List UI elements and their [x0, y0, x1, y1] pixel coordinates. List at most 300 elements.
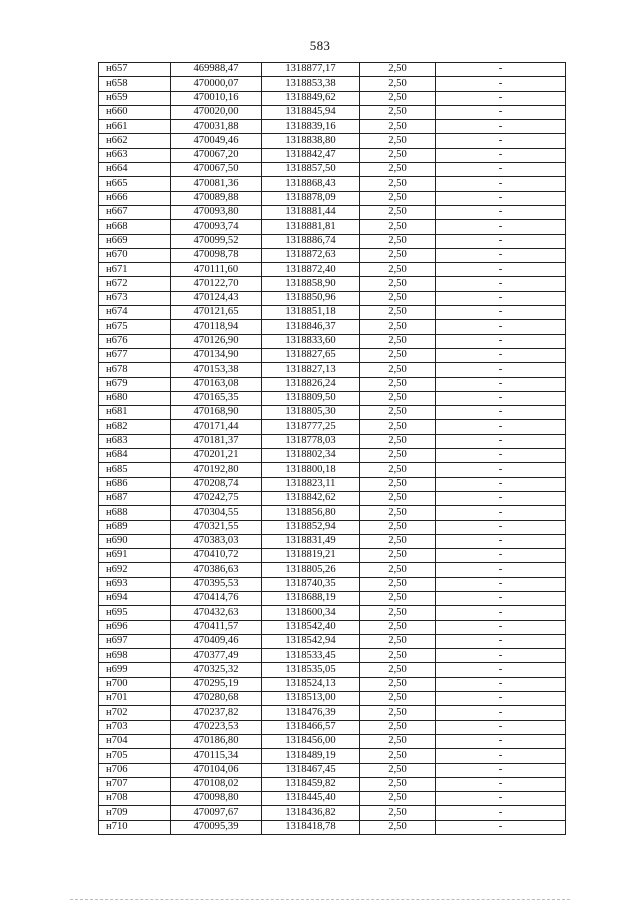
error-cell: 2,50 [360, 534, 436, 548]
point-id-cell: н710 [99, 820, 171, 834]
x-coordinate-cell: 470067,50 [171, 163, 262, 177]
point-id-cell: н673 [99, 291, 171, 305]
x-coordinate-cell: 470409,46 [171, 634, 262, 648]
y-coordinate-cell: 1318802,34 [262, 449, 360, 463]
error-cell: 2,50 [360, 205, 436, 219]
error-cell: 2,50 [360, 692, 436, 706]
point-id-cell: н658 [99, 77, 171, 91]
y-coordinate-cell: 1318849,62 [262, 91, 360, 105]
table-row [99, 120, 566, 134]
note-cell: - [436, 248, 566, 262]
note-cell: - [436, 449, 566, 463]
note-cell: - [436, 377, 566, 391]
note-cell: - [436, 692, 566, 706]
x-coordinate-cell: 470171,44 [171, 420, 262, 434]
point-id-cell: н668 [99, 220, 171, 234]
table-row [99, 105, 566, 119]
point-id-cell: н683 [99, 434, 171, 448]
x-coordinate-cell: 470325,32 [171, 663, 262, 677]
point-id-cell: н678 [99, 363, 171, 377]
x-coordinate-cell: 470386,63 [171, 563, 262, 577]
x-coordinate-cell: 470432,63 [171, 606, 262, 620]
y-coordinate-cell: 1318877,17 [262, 63, 360, 77]
point-id-cell: н675 [99, 320, 171, 334]
note-cell: - [436, 477, 566, 491]
footer-divider [70, 899, 570, 900]
note-cell: - [436, 534, 566, 548]
x-coordinate-cell: 470237,82 [171, 706, 262, 720]
point-id-cell: н708 [99, 792, 171, 806]
table-row [99, 420, 566, 434]
error-cell: 2,50 [360, 163, 436, 177]
table-row [99, 534, 566, 548]
x-coordinate-cell: 470165,35 [171, 391, 262, 405]
table-row [99, 591, 566, 605]
table-row [99, 663, 566, 677]
table-row [99, 520, 566, 534]
y-coordinate-cell: 1318533,45 [262, 649, 360, 663]
table-row [99, 549, 566, 563]
table-row [99, 391, 566, 405]
x-coordinate-cell: 470201,21 [171, 449, 262, 463]
x-coordinate-cell: 470410,72 [171, 549, 262, 563]
table-row [99, 234, 566, 248]
table-row [99, 191, 566, 205]
point-id-cell: н700 [99, 677, 171, 691]
point-id-cell: н674 [99, 306, 171, 320]
error-cell: 2,50 [360, 806, 436, 820]
x-coordinate-cell: 470097,67 [171, 806, 262, 820]
x-coordinate-cell: 470411,57 [171, 620, 262, 634]
y-coordinate-cell: 1318846,37 [262, 320, 360, 334]
error-cell: 2,50 [360, 520, 436, 534]
table-row [99, 820, 566, 834]
x-coordinate-cell: 470186,80 [171, 734, 262, 748]
error-cell: 2,50 [360, 706, 436, 720]
error-cell: 2,50 [360, 77, 436, 91]
table-row [99, 491, 566, 505]
x-coordinate-cell: 470104,06 [171, 763, 262, 777]
error-cell: 2,50 [360, 763, 436, 777]
y-coordinate-cell: 1318445,40 [262, 792, 360, 806]
x-coordinate-cell: 470223,53 [171, 720, 262, 734]
point-id-cell: н686 [99, 477, 171, 491]
y-coordinate-cell: 1318542,94 [262, 634, 360, 648]
y-coordinate-cell: 1318476,39 [262, 706, 360, 720]
x-coordinate-cell: 470126,90 [171, 334, 262, 348]
table-row [99, 806, 566, 820]
table-row [99, 777, 566, 791]
point-id-cell: н677 [99, 348, 171, 362]
table-row [99, 677, 566, 691]
table-body [99, 63, 566, 835]
error-cell: 2,50 [360, 634, 436, 648]
note-cell: - [436, 563, 566, 577]
note-cell: - [436, 720, 566, 734]
table-row [99, 220, 566, 234]
note-cell: - [436, 234, 566, 248]
error-cell: 2,50 [360, 406, 436, 420]
point-id-cell: н666 [99, 191, 171, 205]
y-coordinate-cell: 1318881,81 [262, 220, 360, 234]
note-cell: - [436, 263, 566, 277]
table-row [99, 763, 566, 777]
note-cell: - [436, 434, 566, 448]
point-id-cell: н681 [99, 406, 171, 420]
point-id-cell: н690 [99, 534, 171, 548]
point-id-cell: н698 [99, 649, 171, 663]
coordinates-table [98, 62, 566, 835]
table-row [99, 134, 566, 148]
point-id-cell: н693 [99, 577, 171, 591]
point-id-cell: н672 [99, 277, 171, 291]
table-row [99, 248, 566, 262]
x-coordinate-cell: 469988,47 [171, 63, 262, 77]
table-row [99, 334, 566, 348]
table-row [99, 406, 566, 420]
x-coordinate-cell: 470377,49 [171, 649, 262, 663]
error-cell: 2,50 [360, 220, 436, 234]
y-coordinate-cell: 1318857,50 [262, 163, 360, 177]
point-id-cell: н670 [99, 248, 171, 262]
y-coordinate-cell: 1318600,34 [262, 606, 360, 620]
table-row [99, 649, 566, 663]
table-row [99, 320, 566, 334]
point-id-cell: н671 [99, 263, 171, 277]
error-cell: 2,50 [360, 248, 436, 262]
y-coordinate-cell: 1318842,47 [262, 148, 360, 162]
error-cell: 2,50 [360, 320, 436, 334]
y-coordinate-cell: 1318851,18 [262, 306, 360, 320]
point-id-cell: н697 [99, 634, 171, 648]
point-id-cell: н687 [99, 491, 171, 505]
error-cell: 2,50 [360, 334, 436, 348]
error-cell: 2,50 [360, 348, 436, 362]
y-coordinate-cell: 1318456,00 [262, 734, 360, 748]
y-coordinate-cell: 1318809,50 [262, 391, 360, 405]
point-id-cell: н704 [99, 734, 171, 748]
y-coordinate-cell: 1318833,60 [262, 334, 360, 348]
x-coordinate-cell: 470067,20 [171, 148, 262, 162]
note-cell: - [436, 463, 566, 477]
x-coordinate-cell: 470383,03 [171, 534, 262, 548]
table-row [99, 734, 566, 748]
table-row [99, 477, 566, 491]
note-cell: - [436, 777, 566, 791]
x-coordinate-cell: 470122,70 [171, 277, 262, 291]
y-coordinate-cell: 1318878,09 [262, 191, 360, 205]
y-coordinate-cell: 1318845,94 [262, 105, 360, 119]
note-cell: - [436, 277, 566, 291]
y-coordinate-cell: 1318852,94 [262, 520, 360, 534]
table-row [99, 563, 566, 577]
point-id-cell: н694 [99, 591, 171, 605]
y-coordinate-cell: 1318535,05 [262, 663, 360, 677]
error-cell: 2,50 [360, 263, 436, 277]
y-coordinate-cell: 1318872,40 [262, 263, 360, 277]
table-row [99, 792, 566, 806]
x-coordinate-cell: 470095,39 [171, 820, 262, 834]
error-cell: 2,50 [360, 363, 436, 377]
x-coordinate-cell: 470124,43 [171, 291, 262, 305]
y-coordinate-cell: 1318542,40 [262, 620, 360, 634]
error-cell: 2,50 [360, 105, 436, 119]
y-coordinate-cell: 1318886,74 [262, 234, 360, 248]
error-cell: 2,50 [360, 506, 436, 520]
point-id-cell: н691 [99, 549, 171, 563]
point-id-cell: н706 [99, 763, 171, 777]
y-coordinate-cell: 1318853,38 [262, 77, 360, 91]
point-id-cell: н676 [99, 334, 171, 348]
point-id-cell: н661 [99, 120, 171, 134]
y-coordinate-cell: 1318827,13 [262, 363, 360, 377]
point-id-cell: н696 [99, 620, 171, 634]
note-cell: - [436, 734, 566, 748]
y-coordinate-cell: 1318842,62 [262, 491, 360, 505]
point-id-cell: н685 [99, 463, 171, 477]
point-id-cell: н705 [99, 749, 171, 763]
y-coordinate-cell: 1318858,90 [262, 277, 360, 291]
y-coordinate-cell: 1318856,80 [262, 506, 360, 520]
x-coordinate-cell: 470208,74 [171, 477, 262, 491]
table-row [99, 348, 566, 362]
point-id-cell: н660 [99, 105, 171, 119]
error-cell: 2,50 [360, 177, 436, 191]
table-row [99, 449, 566, 463]
table-row [99, 434, 566, 448]
x-coordinate-cell: 470081,36 [171, 177, 262, 191]
x-coordinate-cell: 470181,37 [171, 434, 262, 448]
y-coordinate-cell: 1318831,49 [262, 534, 360, 548]
table-row [99, 634, 566, 648]
point-id-cell: н680 [99, 391, 171, 405]
point-id-cell: н699 [99, 663, 171, 677]
note-cell: - [436, 120, 566, 134]
x-coordinate-cell: 470280,68 [171, 692, 262, 706]
note-cell: - [436, 306, 566, 320]
x-coordinate-cell: 470242,75 [171, 491, 262, 505]
y-coordinate-cell: 1318436,82 [262, 806, 360, 820]
y-coordinate-cell: 1318839,16 [262, 120, 360, 134]
error-cell: 2,50 [360, 120, 436, 134]
y-coordinate-cell: 1318466,57 [262, 720, 360, 734]
point-id-cell: н709 [99, 806, 171, 820]
y-coordinate-cell: 1318881,44 [262, 205, 360, 219]
table-row [99, 291, 566, 305]
note-cell: - [436, 320, 566, 334]
x-coordinate-cell: 470321,55 [171, 520, 262, 534]
note-cell: - [436, 420, 566, 434]
note-cell: - [436, 506, 566, 520]
table-row [99, 263, 566, 277]
y-coordinate-cell: 1318838,80 [262, 134, 360, 148]
note-cell: - [436, 749, 566, 763]
note-cell: - [436, 134, 566, 148]
x-coordinate-cell: 470093,80 [171, 205, 262, 219]
error-cell: 2,50 [360, 377, 436, 391]
point-id-cell: н682 [99, 420, 171, 434]
point-id-cell: н665 [99, 177, 171, 191]
point-id-cell: н692 [99, 563, 171, 577]
y-coordinate-cell: 1318826,24 [262, 377, 360, 391]
error-cell: 2,50 [360, 649, 436, 663]
point-id-cell: н664 [99, 163, 171, 177]
y-coordinate-cell: 1318819,21 [262, 549, 360, 563]
error-cell: 2,50 [360, 792, 436, 806]
x-coordinate-cell: 470111,60 [171, 263, 262, 277]
x-coordinate-cell: 470020,00 [171, 105, 262, 119]
error-cell: 2,50 [360, 463, 436, 477]
note-cell: - [436, 634, 566, 648]
x-coordinate-cell: 470089,88 [171, 191, 262, 205]
error-cell: 2,50 [360, 749, 436, 763]
y-coordinate-cell: 1318459,82 [262, 777, 360, 791]
y-coordinate-cell: 1318777,25 [262, 420, 360, 434]
x-coordinate-cell: 470153,38 [171, 363, 262, 377]
note-cell: - [436, 334, 566, 348]
note-cell: - [436, 77, 566, 91]
table-row [99, 692, 566, 706]
x-coordinate-cell: 470108,02 [171, 777, 262, 791]
note-cell: - [436, 406, 566, 420]
error-cell: 2,50 [360, 306, 436, 320]
point-id-cell: н667 [99, 205, 171, 219]
x-coordinate-cell: 470093,74 [171, 220, 262, 234]
note-cell: - [436, 363, 566, 377]
x-coordinate-cell: 470295,19 [171, 677, 262, 691]
note-cell: - [436, 606, 566, 620]
note-cell: - [436, 163, 566, 177]
error-cell: 2,50 [360, 591, 436, 605]
x-coordinate-cell: 470414,76 [171, 591, 262, 605]
note-cell: - [436, 63, 566, 77]
note-cell: - [436, 549, 566, 563]
y-coordinate-cell: 1318524,13 [262, 677, 360, 691]
table-row [99, 577, 566, 591]
x-coordinate-cell: 470049,46 [171, 134, 262, 148]
table-row [99, 306, 566, 320]
table-row [99, 91, 566, 105]
page-number: 583 [309, 38, 331, 53]
note-cell: - [436, 220, 566, 234]
error-cell: 2,50 [360, 677, 436, 691]
y-coordinate-cell: 1318467,45 [262, 763, 360, 777]
point-id-cell: н688 [99, 506, 171, 520]
y-coordinate-cell: 1318805,26 [262, 563, 360, 577]
error-cell: 2,50 [360, 606, 436, 620]
point-id-cell: н669 [99, 234, 171, 248]
x-coordinate-cell: 470000,07 [171, 77, 262, 91]
error-cell: 2,50 [360, 91, 436, 105]
table-row [99, 163, 566, 177]
table-row [99, 749, 566, 763]
error-cell: 2,50 [360, 434, 436, 448]
note-cell: - [436, 148, 566, 162]
note-cell: - [436, 177, 566, 191]
error-cell: 2,50 [360, 820, 436, 834]
error-cell: 2,50 [360, 134, 436, 148]
point-id-cell: н663 [99, 148, 171, 162]
x-coordinate-cell: 470134,90 [171, 348, 262, 362]
table-row [99, 463, 566, 477]
error-cell: 2,50 [360, 549, 436, 563]
error-cell: 2,50 [360, 234, 436, 248]
y-coordinate-cell: 1318872,63 [262, 248, 360, 262]
y-coordinate-cell: 1318823,11 [262, 477, 360, 491]
error-cell: 2,50 [360, 449, 436, 463]
y-coordinate-cell: 1318688,19 [262, 591, 360, 605]
y-coordinate-cell: 1318778,03 [262, 434, 360, 448]
y-coordinate-cell: 1318418,78 [262, 820, 360, 834]
error-cell: 2,50 [360, 277, 436, 291]
x-coordinate-cell: 470098,80 [171, 792, 262, 806]
note-cell: - [436, 520, 566, 534]
table-row [99, 205, 566, 219]
error-cell: 2,50 [360, 563, 436, 577]
table-row [99, 706, 566, 720]
note-cell: - [436, 491, 566, 505]
x-coordinate-cell: 470163,08 [171, 377, 262, 391]
x-coordinate-cell: 470304,55 [171, 506, 262, 520]
table-row [99, 363, 566, 377]
x-coordinate-cell: 470121,65 [171, 306, 262, 320]
error-cell: 2,50 [360, 291, 436, 305]
x-coordinate-cell: 470168,90 [171, 406, 262, 420]
note-cell: - [436, 706, 566, 720]
table-row [99, 177, 566, 191]
y-coordinate-cell: 1318489,19 [262, 749, 360, 763]
error-cell: 2,50 [360, 734, 436, 748]
point-id-cell: н695 [99, 606, 171, 620]
error-cell: 2,50 [360, 720, 436, 734]
y-coordinate-cell: 1318827,65 [262, 348, 360, 362]
note-cell: - [436, 291, 566, 305]
error-cell: 2,50 [360, 620, 436, 634]
point-id-cell: н689 [99, 520, 171, 534]
note-cell: - [436, 391, 566, 405]
note-cell: - [436, 820, 566, 834]
point-id-cell: н659 [99, 91, 171, 105]
note-cell: - [436, 591, 566, 605]
note-cell: - [436, 620, 566, 634]
error-cell: 2,50 [360, 777, 436, 791]
y-coordinate-cell: 1318805,30 [262, 406, 360, 420]
note-cell: - [436, 577, 566, 591]
error-cell: 2,50 [360, 477, 436, 491]
table-row [99, 620, 566, 634]
note-cell: - [436, 677, 566, 691]
point-id-cell: н684 [99, 449, 171, 463]
point-id-cell: н703 [99, 720, 171, 734]
x-coordinate-cell: 470099,52 [171, 234, 262, 248]
note-cell: - [436, 105, 566, 119]
note-cell: - [436, 806, 566, 820]
note-cell: - [436, 792, 566, 806]
error-cell: 2,50 [360, 148, 436, 162]
x-coordinate-cell: 470192,80 [171, 463, 262, 477]
table-row [99, 277, 566, 291]
note-cell: - [436, 663, 566, 677]
y-coordinate-cell: 1318800,18 [262, 463, 360, 477]
point-id-cell: н702 [99, 706, 171, 720]
error-cell: 2,50 [360, 663, 436, 677]
error-cell: 2,50 [360, 420, 436, 434]
y-coordinate-cell: 1318868,43 [262, 177, 360, 191]
error-cell: 2,50 [360, 191, 436, 205]
x-coordinate-cell: 470010,16 [171, 91, 262, 105]
point-id-cell: н701 [99, 692, 171, 706]
note-cell: - [436, 649, 566, 663]
